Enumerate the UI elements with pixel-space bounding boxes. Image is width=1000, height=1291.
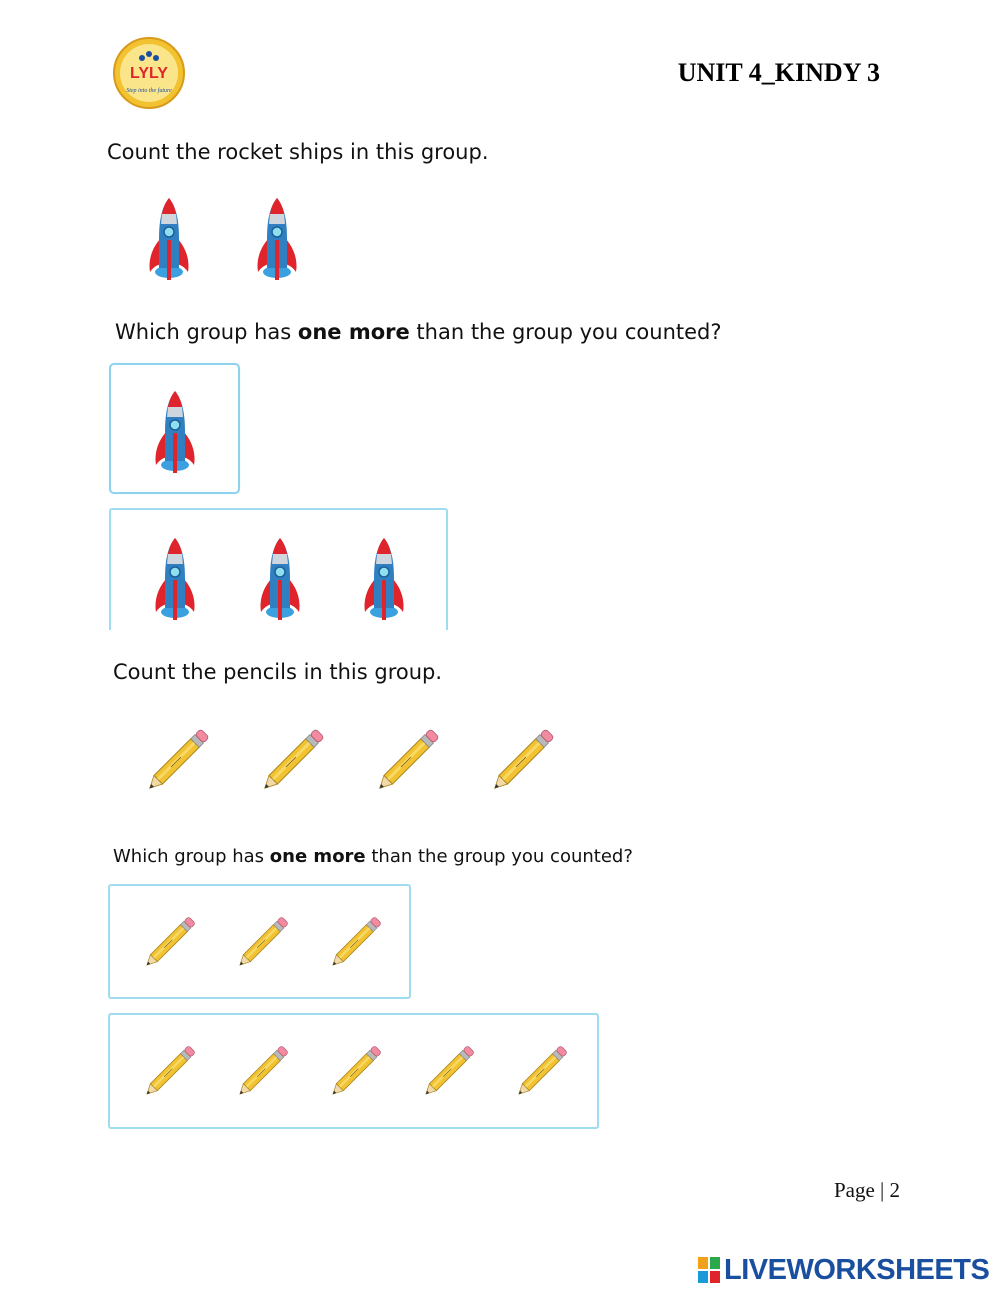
pencil-icon: [134, 906, 206, 978]
pencil-icon: [227, 1035, 299, 1107]
pencil-option-2[interactable]: [108, 1013, 599, 1129]
pencil-icon: [227, 906, 299, 978]
rocket-icon: [359, 532, 409, 622]
logo-text: LYLY: [130, 65, 168, 82]
rocket-icon: [255, 532, 305, 622]
pencil-question: Which group has one more than the group you counted?: [113, 846, 633, 867]
logo-motto: Step into the future: [126, 88, 172, 94]
pencil-icon: [481, 716, 565, 804]
page-number: Page | 2: [833, 1178, 900, 1202]
pencil-icon: [136, 716, 220, 804]
rocket-option-2[interactable]: [109, 508, 448, 630]
liveworksheets-brand[interactable]: [698, 1255, 989, 1285]
rocket-icon: [150, 532, 200, 622]
pencil-icon: [320, 906, 392, 978]
pencil-icon: [506, 1035, 578, 1107]
pencil-icon: [366, 716, 450, 804]
pencil-icon: [413, 1035, 485, 1107]
pencil-icon: [320, 1035, 392, 1107]
rocket-option-1[interactable]: [109, 363, 240, 494]
school-logo: [112, 36, 186, 110]
rocket-question: Which group has one more than the group you counted?: [115, 320, 722, 344]
rocket-icon: [144, 192, 194, 282]
brand-text: LIVEWORKSHEETS: [724, 1253, 990, 1286]
pencil-icon: [251, 716, 335, 804]
rocket-icon: [252, 192, 302, 282]
pencil-option-1[interactable]: [108, 884, 411, 999]
unit-title: UNIT 4_KINDY 3: [677, 58, 880, 87]
rocket-count-prompt: Count the rocket ships in this group.: [107, 140, 489, 164]
pencil-count-prompt: Count the pencils in this group.: [113, 660, 443, 684]
rocket-icon: [150, 385, 200, 475]
liveworksheets-logo-icon: [698, 1257, 720, 1283]
pencil-icon: [134, 1035, 206, 1107]
